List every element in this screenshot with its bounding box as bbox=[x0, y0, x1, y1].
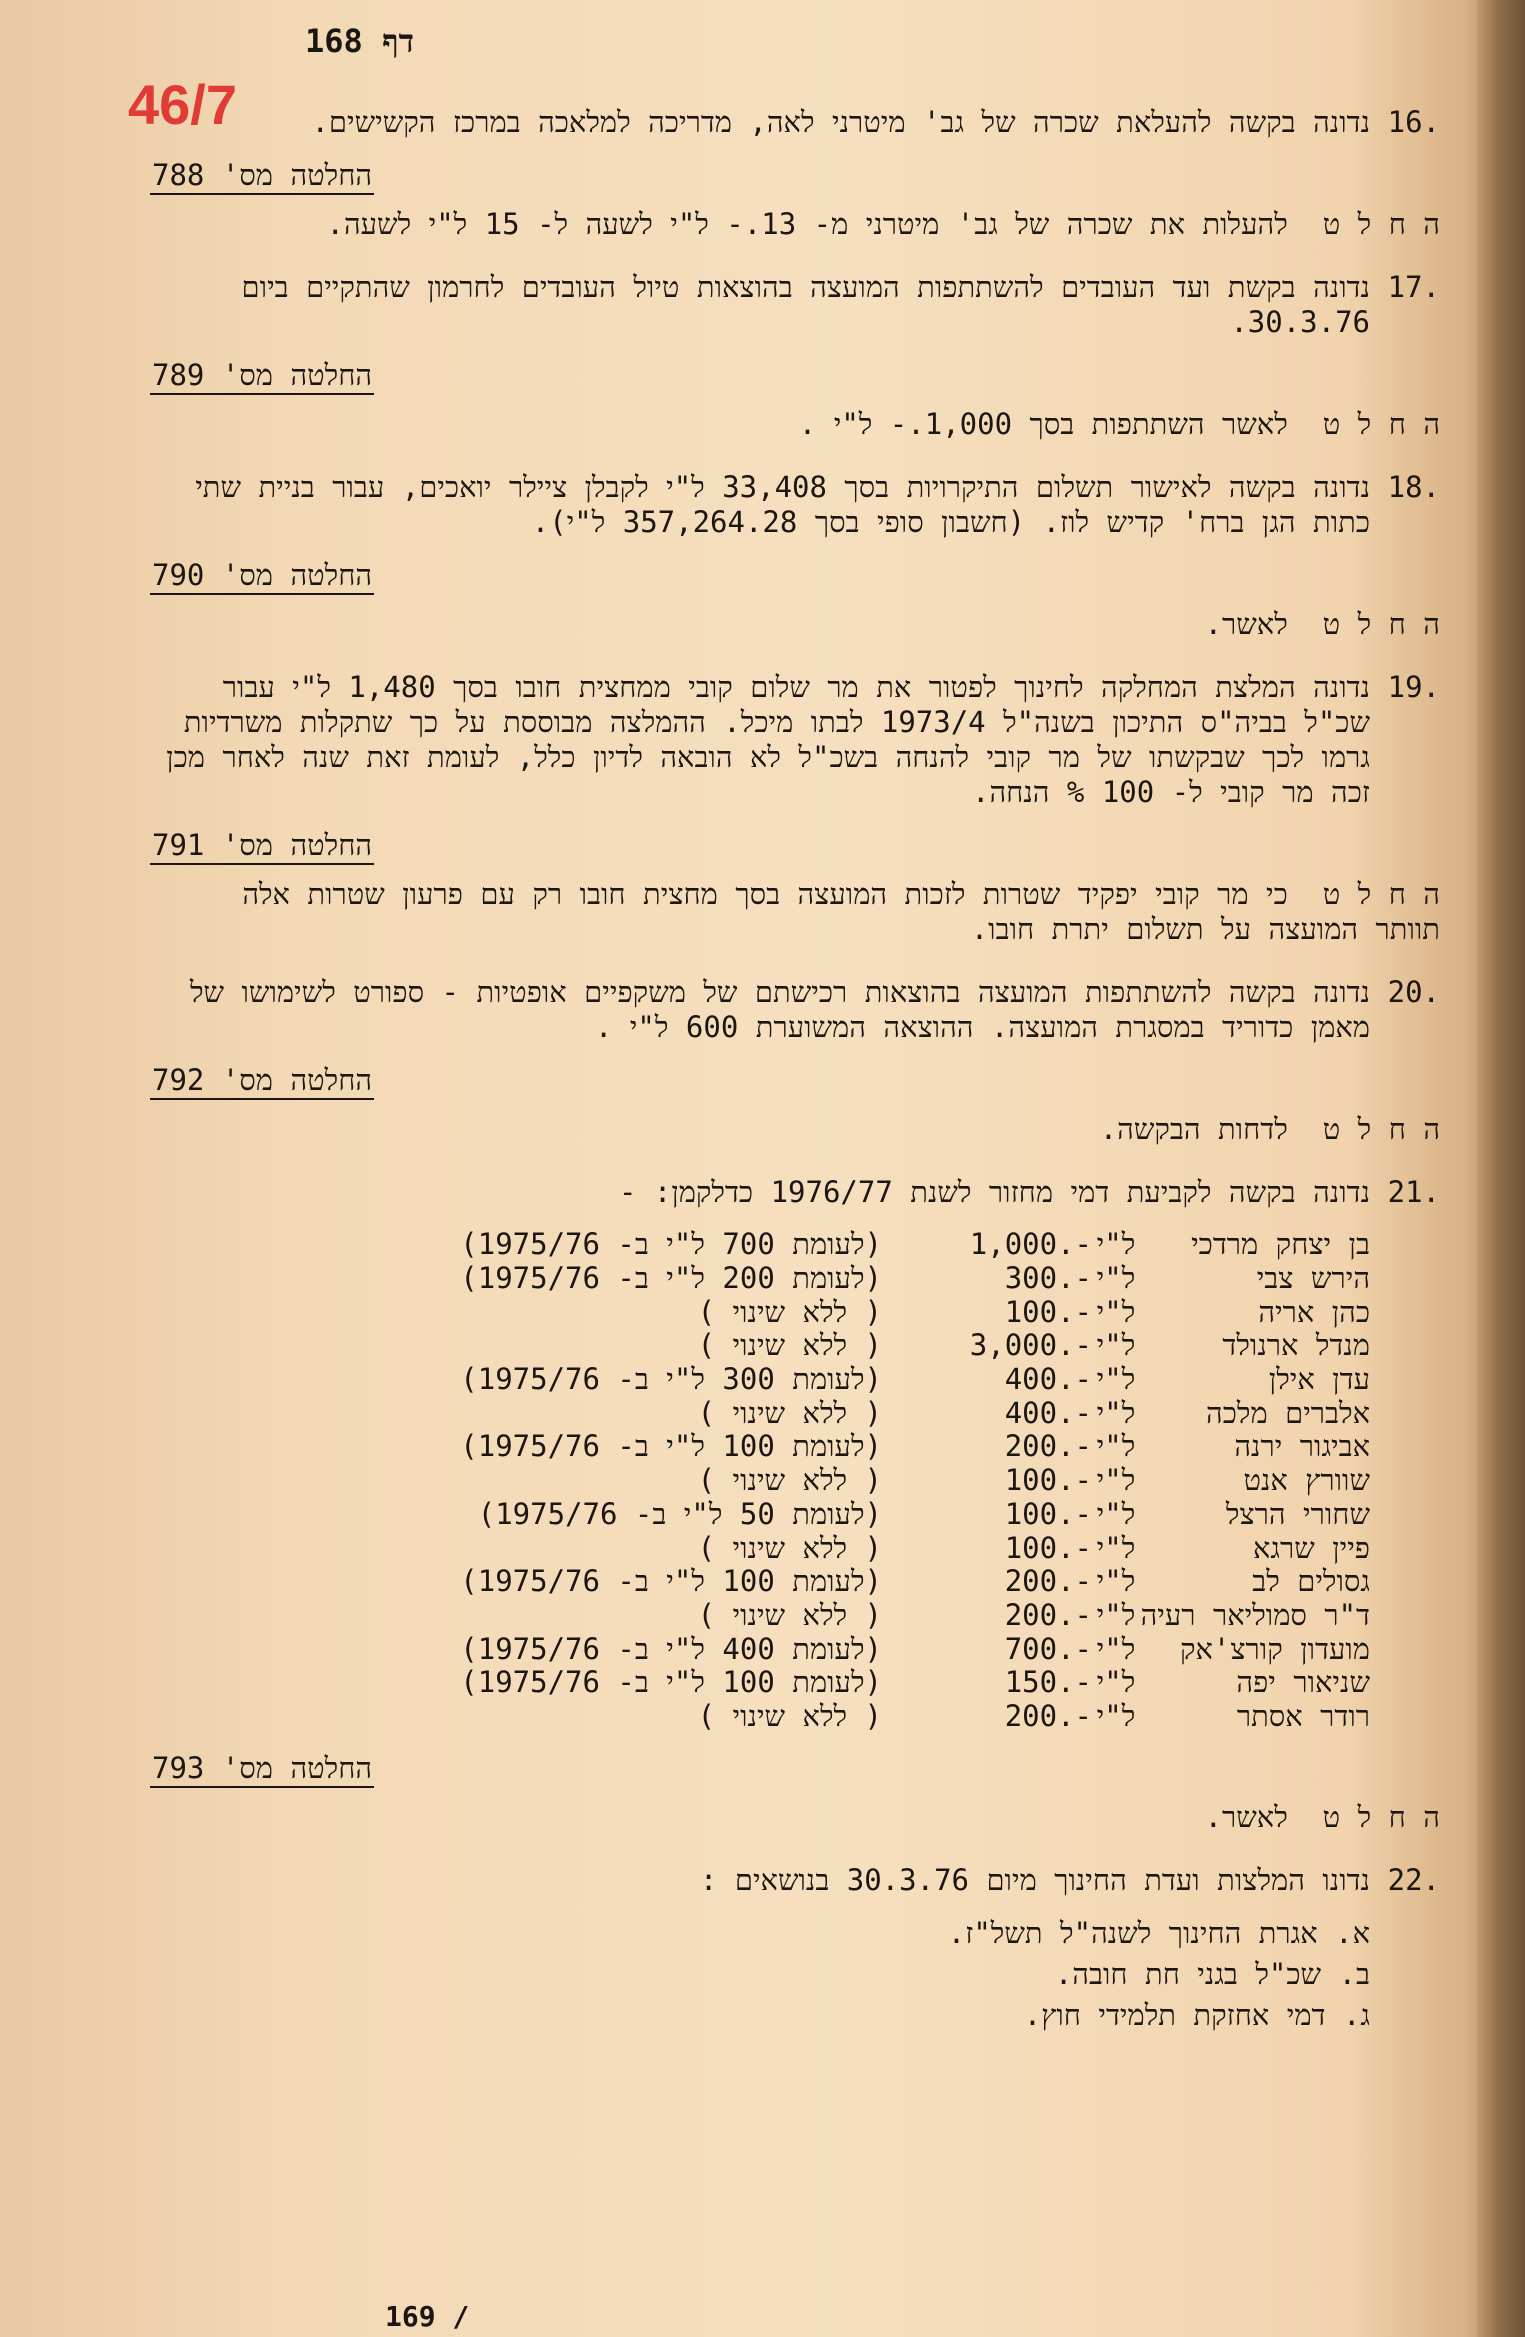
sub-item-label: ב. bbox=[1338, 1957, 1370, 1992]
decision-title: החלטה מס' 790 bbox=[150, 558, 374, 595]
fee-note: ( ללא שינוי ) bbox=[697, 1395, 882, 1430]
archive-stamp: 46/7 bbox=[128, 73, 237, 136]
fee-note: (לעומת 100 ל"י ב- 1975/76) bbox=[460, 1564, 882, 1599]
payer-name: אביגור ירנה bbox=[1234, 1429, 1370, 1464]
sub-item-text: דמי אחזקת תלמידי חוץ. bbox=[1023, 1998, 1326, 2033]
decision-text: ה ח ל ט לאשר השתתפות בסך 1,000.- ל"י . bbox=[798, 407, 1440, 441]
decision-text: ה ח ל ט להעלות את שכרה של גב' מיטרני מ- 13.- ל"י לשעה ל- 15 ל"י לשעה. bbox=[326, 207, 1440, 241]
fee-amount: 200.- bbox=[1004, 1564, 1092, 1599]
fee-amount: 100.- bbox=[1004, 1294, 1092, 1329]
currency-unit: ל"י bbox=[1096, 1362, 1136, 1397]
fee-row bbox=[150, 1295, 1370, 1329]
item-number: .18 bbox=[1387, 470, 1440, 504]
fee-amount: 400.- bbox=[1004, 1362, 1092, 1397]
payer-name: עדן אילן bbox=[1268, 1362, 1370, 1397]
fee-row bbox=[150, 1262, 1370, 1296]
fee-amount: 100.- bbox=[1004, 1496, 1092, 1531]
fee-note: ( ללא שינוי ) bbox=[697, 1294, 882, 1329]
fee-amount: 3,000.- bbox=[969, 1328, 1092, 1363]
payer-name: ד"ר סמוליאר רעיה bbox=[1140, 1597, 1370, 1632]
sub-item-text: אגרת החינוך לשנה"ל תשל"ז. bbox=[947, 1916, 1318, 1951]
currency-unit: ל"י bbox=[1096, 1530, 1136, 1565]
payer-name: אלברים מלכה bbox=[1206, 1395, 1370, 1430]
fee-note: (לעומת 300 ל"י ב- 1975/76) bbox=[460, 1362, 882, 1397]
payer-name: רודר אסתר bbox=[1236, 1698, 1370, 1733]
fee-note: ( ללא שינוי ) bbox=[697, 1328, 882, 1363]
payer-name: גסולים לב bbox=[1252, 1564, 1370, 1599]
fee-note: ( ללא שינוי ) bbox=[697, 1530, 882, 1565]
fee-amount: 100.- bbox=[1004, 1530, 1092, 1565]
fee-row bbox=[150, 1464, 1370, 1498]
item-number: .16 bbox=[1387, 105, 1440, 139]
item-text: נדונה בקשה להשתתפות המועצה בהוצאות רכישתם של משקפיים אופטיות - ספורט לשימושו של מאמן כדוריד במסגרת המועצה. ההוצאה המשוערת 600 ל"י . bbox=[172, 975, 1370, 1044]
agenda-item-21 bbox=[150, 1175, 1440, 1835]
sub-item bbox=[150, 1916, 1370, 1951]
agenda-item-20 bbox=[150, 975, 1440, 1147]
sub-item-text: שכ"ל בגני חת חובה. bbox=[1054, 1957, 1322, 1992]
agenda-item-19 bbox=[150, 670, 1440, 947]
payer-name: מנדל ארנולד bbox=[1222, 1328, 1370, 1363]
fee-note: ( ללא שינוי ) bbox=[697, 1597, 882, 1632]
currency-unit: ל"י bbox=[1096, 1597, 1136, 1632]
decision-title: החלטה מס' 788 bbox=[150, 158, 374, 195]
fee-amount: 300.- bbox=[1004, 1261, 1092, 1296]
fee-row bbox=[150, 1430, 1370, 1464]
fee-amount: 1,000.- bbox=[969, 1227, 1092, 1262]
fee-row bbox=[150, 1666, 1370, 1700]
fee-note: ( ללא שינוי ) bbox=[697, 1463, 882, 1498]
fee-table bbox=[150, 1228, 1370, 1733]
payer-name: שוורץ אנט bbox=[1243, 1463, 1370, 1498]
minutes-page bbox=[150, 105, 1440, 2039]
agenda-item-18 bbox=[150, 470, 1440, 642]
item-text: נדונה בקשת ועד העובדים להשתתפות המועצה בהוצאות טיול העובדים לחרמון שהתקיים ביום 30.3.76. bbox=[224, 270, 1370, 339]
decision-title: החלטה מס' 789 bbox=[150, 358, 374, 395]
item-text: נדונה בקשה להעלאת שכרה של גב' מיטרני לאה, מדריכה למלאכה במרכז הקשישים. bbox=[311, 105, 1370, 139]
currency-unit: ל"י bbox=[1096, 1665, 1136, 1700]
fee-note: (לעומת 200 ל"י ב- 1975/76) bbox=[460, 1261, 882, 1296]
item-text: נדונו המלצות ועדת החינוך מיום 30.3.76 בנושאים : bbox=[699, 1863, 1370, 1898]
payer-name: פיין שרגא bbox=[1252, 1530, 1370, 1565]
fee-row bbox=[150, 1498, 1370, 1532]
currency-unit: ל"י bbox=[1096, 1294, 1136, 1329]
item-text: נדונה בקשה לאישור תשלום התיקרויות בסך 33,408 ל"י לקבלן ציילר יואכים, עבור בניית שתי כתות הגן ברח' קדיש לוז. (חשבון סופי בסך 357,264.28 ל"י). bbox=[177, 470, 1370, 539]
currency-unit: ל"י bbox=[1096, 1496, 1136, 1531]
currency-unit: ל"י bbox=[1096, 1698, 1136, 1733]
fee-note: (לעומת 50 ל"י ב- 1975/76) bbox=[477, 1496, 882, 1531]
currency-unit: ל"י bbox=[1096, 1429, 1136, 1464]
fee-row bbox=[150, 1632, 1370, 1666]
fee-row bbox=[150, 1363, 1370, 1397]
item-text: נדונה בקשה לקביעת דמי מחזור לשנת 1976/77 כדלקמן: - bbox=[618, 1175, 1370, 1209]
payer-name: הירש צבי bbox=[1256, 1261, 1370, 1296]
fee-amount: 100.- bbox=[1004, 1463, 1092, 1498]
item-number: .17 bbox=[1387, 270, 1440, 304]
book-spine bbox=[1477, 0, 1525, 2337]
page-number: דף 168 bbox=[305, 22, 415, 60]
sub-item-label: א. bbox=[1335, 1916, 1370, 1951]
fee-row bbox=[150, 1329, 1370, 1363]
fee-row bbox=[150, 1565, 1370, 1599]
fee-amount: 700.- bbox=[1004, 1631, 1092, 1666]
fee-row bbox=[150, 1700, 1370, 1734]
currency-unit: ל"י bbox=[1096, 1328, 1136, 1363]
payer-name: מועדון קורצ'אק bbox=[1179, 1631, 1370, 1666]
sub-item-label: ג. bbox=[1342, 1998, 1370, 2033]
payer-name: שחורי הרצל bbox=[1225, 1496, 1370, 1531]
fee-amount: 150.- bbox=[1004, 1665, 1092, 1700]
item-number: .22 bbox=[1387, 1863, 1440, 1898]
currency-unit: ל"י bbox=[1096, 1227, 1136, 1262]
item-number: .21 bbox=[1387, 1175, 1440, 1209]
agenda-item-22 bbox=[150, 1863, 1440, 2033]
currency-unit: ל"י bbox=[1096, 1463, 1136, 1498]
fee-row bbox=[150, 1599, 1370, 1633]
currency-unit: ל"י bbox=[1096, 1564, 1136, 1599]
fee-row bbox=[150, 1228, 1370, 1262]
agenda-item-16 bbox=[150, 105, 1440, 242]
fee-note: (לעומת 700 ל"י ב- 1975/76) bbox=[460, 1227, 882, 1262]
decision-text: ה ח ל ט כי מר קובי יפקיד שטרות לזכות המועצה בסך מחצית חובו רק עם פרעון שטרות אלה תוותר המועצה על תשלום יתרת חובו. bbox=[224, 877, 1440, 946]
sub-item bbox=[150, 1998, 1370, 2033]
payer-name: בן יצחק מרדכי bbox=[1191, 1227, 1370, 1262]
fee-note: (לעומת 400 ל"י ב- 1975/76) bbox=[460, 1631, 882, 1666]
payer-name: שניאור יפה bbox=[1236, 1665, 1370, 1700]
decision-text: ה ח ל ט לאשר. bbox=[1204, 607, 1440, 641]
agenda-item-17 bbox=[150, 270, 1440, 442]
fee-row bbox=[150, 1531, 1370, 1565]
fee-note: ( ללא שינוי ) bbox=[697, 1698, 882, 1733]
decision-text: ה ח ל ט לאשר. bbox=[1204, 1800, 1440, 1835]
fee-amount: 200.- bbox=[1004, 1597, 1092, 1632]
payer-name: כהן אריה bbox=[1258, 1294, 1370, 1329]
sub-item bbox=[150, 1957, 1370, 1992]
item-text: נדונה המלצת המחלקה לחינוך לפטור את מר שלום קובי ממחצית חובו בסך 1,480 ל"י עבור שכ"ל בביה"ס התיכון בשנה"ל 1973/4 לבתו מיכל. ההמלצה מבוססת על כך שתקלות משרדיות גרמו לכך שבקשתו של מר קובי להנחה בשכ"ל לא הובאה לדיון כלל, לעומת זאת שנה לאחר מכן זכה מר קובי ל- 100 % הנחה. bbox=[148, 670, 1370, 809]
decision-text: ה ח ל ט לדחות הבקשה. bbox=[1099, 1112, 1440, 1146]
decision-title: החלטה מס' 792 bbox=[150, 1063, 374, 1100]
currency-unit: ל"י bbox=[1096, 1261, 1136, 1296]
next-page-marker: 169 / bbox=[385, 2300, 470, 2333]
fee-amount: 200.- bbox=[1004, 1698, 1092, 1733]
fee-row bbox=[150, 1396, 1370, 1430]
fee-amount: 200.- bbox=[1004, 1429, 1092, 1464]
decision-title: החלטה מס' 791 bbox=[150, 828, 374, 865]
fee-note: (לעומת 100 ל"י ב- 1975/76) bbox=[460, 1665, 882, 1700]
item-number: .19 bbox=[1387, 670, 1440, 704]
fee-amount: 400.- bbox=[1004, 1395, 1092, 1430]
currency-unit: ל"י bbox=[1096, 1395, 1136, 1430]
currency-unit: ל"י bbox=[1096, 1631, 1136, 1666]
fee-note: (לעומת 100 ל"י ב- 1975/76) bbox=[460, 1429, 882, 1464]
decision-title: החלטה מס' 793 bbox=[150, 1751, 374, 1788]
item-number: .20 bbox=[1387, 975, 1440, 1009]
